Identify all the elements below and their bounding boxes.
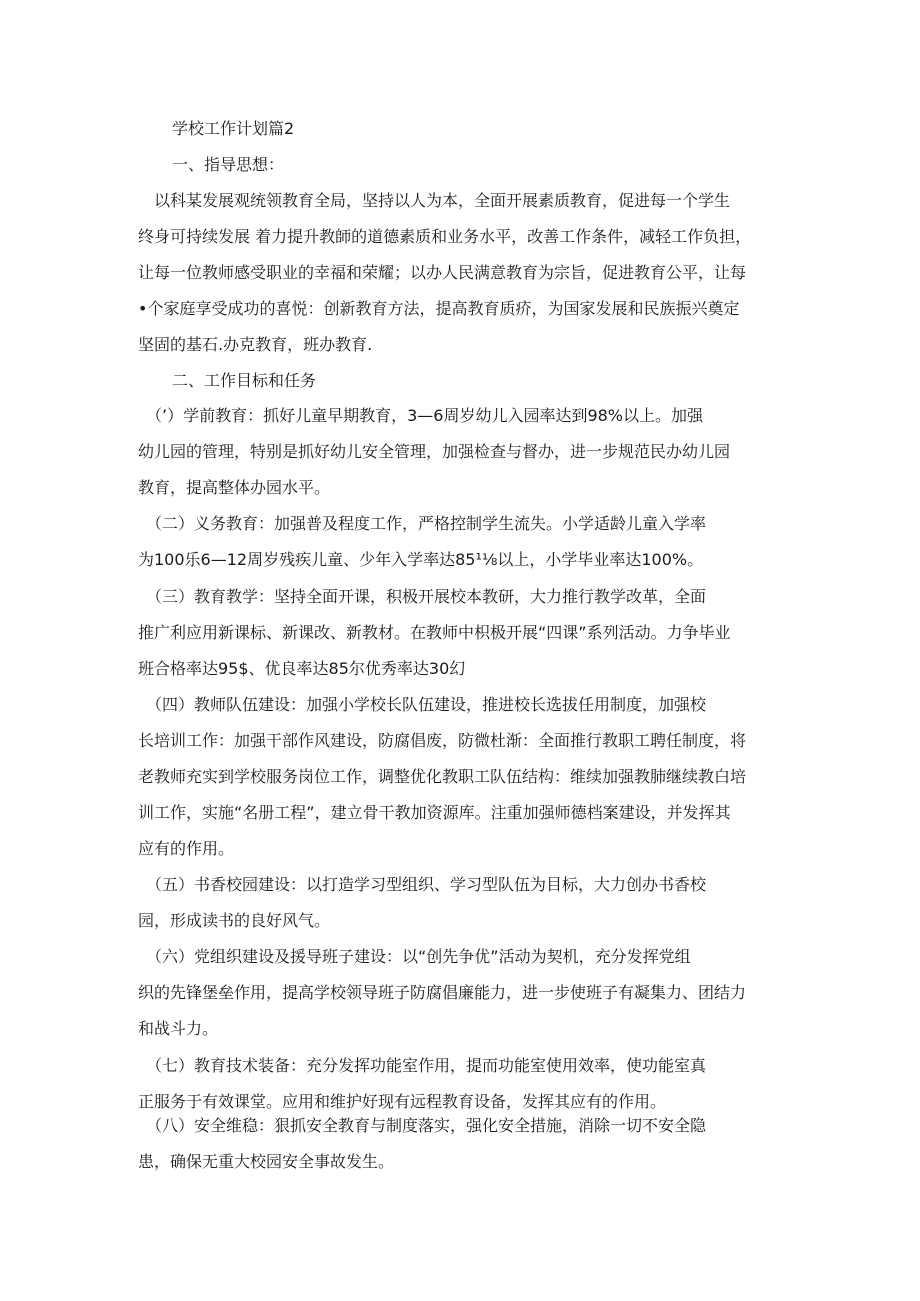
paragraph-party-organization — [138, 939, 782, 1047]
paragraph-line: 和战斗力。 — [138, 1019, 219, 1038]
paragraph-line: （七）教育技术装备：充分发挥功能室作用，提而功能室使用效率，使功能室真 — [138, 1056, 707, 1075]
paragraph-line: 教育，提高整体办园水平。 — [138, 478, 331, 497]
section-heading-guiding-ideology: 一、指导思想： — [172, 155, 285, 174]
paragraph-teaching — [138, 579, 782, 687]
paragraph-line: 患，确保无重大校园安全事故发生。 — [138, 1152, 395, 1171]
paragraph-line: •个家庭享受成功的喜悦：创新教育方法，提高教育质疥，为国家发展和民族振兴奠定 — [138, 299, 740, 318]
paragraph-line: 以科某发展观统领教育全局，坚持以人为本，全面开展素质教育，促进每一个学生 — [138, 191, 731, 210]
paragraph-line: 应有的作用。 — [138, 839, 235, 858]
paragraph-line: 长培训工作：加强干部作风建设，防腐倡废，防微杜渐：全面推行教职工聘任制度，将 — [138, 731, 747, 750]
section-heading-goals-tasks: 二、工作目标和任务 — [172, 371, 317, 390]
paragraph-line: （二）义务教育：加强普及程度工作，严格控制学生流失。小学适龄儿童入学率 — [138, 514, 707, 533]
paragraph-line: （三）教育教学：坚持全面开课，积极开展校本教研，大力推行教学改革，全面 — [138, 587, 707, 606]
paragraph-line: 幼儿园的管理，特别是抓好幼儿安全管理，加强检查与督办，进一步规范民办幼儿园 — [138, 442, 731, 461]
paragraph-line: 园，形成读书的良好风气。 — [138, 911, 331, 930]
paragraph-line: 训工作，实施“名册工程”，建立骨干教加资源库。注重加强师德档案建设，并发挥其 — [138, 803, 731, 822]
paragraph-line: 终身可持续发展 着力提升教師的道德素质和业务水平，改善工作条件，减轻工作负担， — [138, 227, 752, 246]
paragraph-line: 推广利应用新课标、新课改、新教材。在教师中枳极开展“四课”系列活动。力争毕业 — [138, 623, 731, 642]
paragraph-line: （六）党组织建设及援导班子建设：以“创先争优”活动为契机，充分发挥党组 — [138, 947, 691, 966]
paragraph-safety — [138, 1108, 782, 1180]
paragraph-line: （四）教师队伍建设：加强小学校长队伍建设，推进校长选拔任用制度，加强校 — [138, 695, 707, 714]
paragraph-line: 班合格率达95$、优良率达85尔优秀率达30幻 — [138, 659, 466, 678]
paragraph-line: 为100乐6—12周岁残疾儿童、少年入学率达85¹⅛以上，小学毕业率达100%。 — [138, 550, 704, 569]
paragraph-line: 织的先锋堡垒作用，提高学校领导班子防腐倡廉能力，进一步使班子有凝集力、团结力 — [138, 983, 747, 1002]
paragraph-line: 老教师充实到学校服务岗位工作，调整优化教职工队伍结构：维续加强教肺继续教白培 — [138, 767, 747, 786]
paragraph-line: 让每一位教师感受职业的幸福和荣耀；以办人民满意教育为宗旨，促进教育公平，让每 — [138, 263, 747, 282]
paragraph-line: （五）书香校园建设：以打造学习型组织、学习型队伍为目标，大力创办书香校 — [138, 875, 707, 894]
paragraph-scholarly-campus — [138, 867, 782, 939]
paragraph-guiding-ideology — [138, 183, 782, 363]
document-title: 学校工作计划篇2 — [172, 119, 295, 138]
paragraph-line: 坚固的基石.办克教育，班办教育. — [138, 335, 373, 354]
paragraph-line: 正服务于有效课堂。应用和维护好现有远程教育设备，发挥其应有的作用。 — [138, 1092, 667, 1111]
paragraph-line: （八）安全维稳：狠抓安全教育与制度落实，强化安全措施，消除一切不安全隐 — [138, 1116, 707, 1135]
paragraph-teacher-team — [138, 687, 782, 867]
paragraph-line: （’）学前教育：抓好儿童早期教育，3—6周岁幼儿入园率达到98%以上。加强 — [138, 406, 704, 425]
paragraph-compulsory-education — [138, 506, 782, 578]
paragraph-preschool-education — [138, 398, 782, 506]
